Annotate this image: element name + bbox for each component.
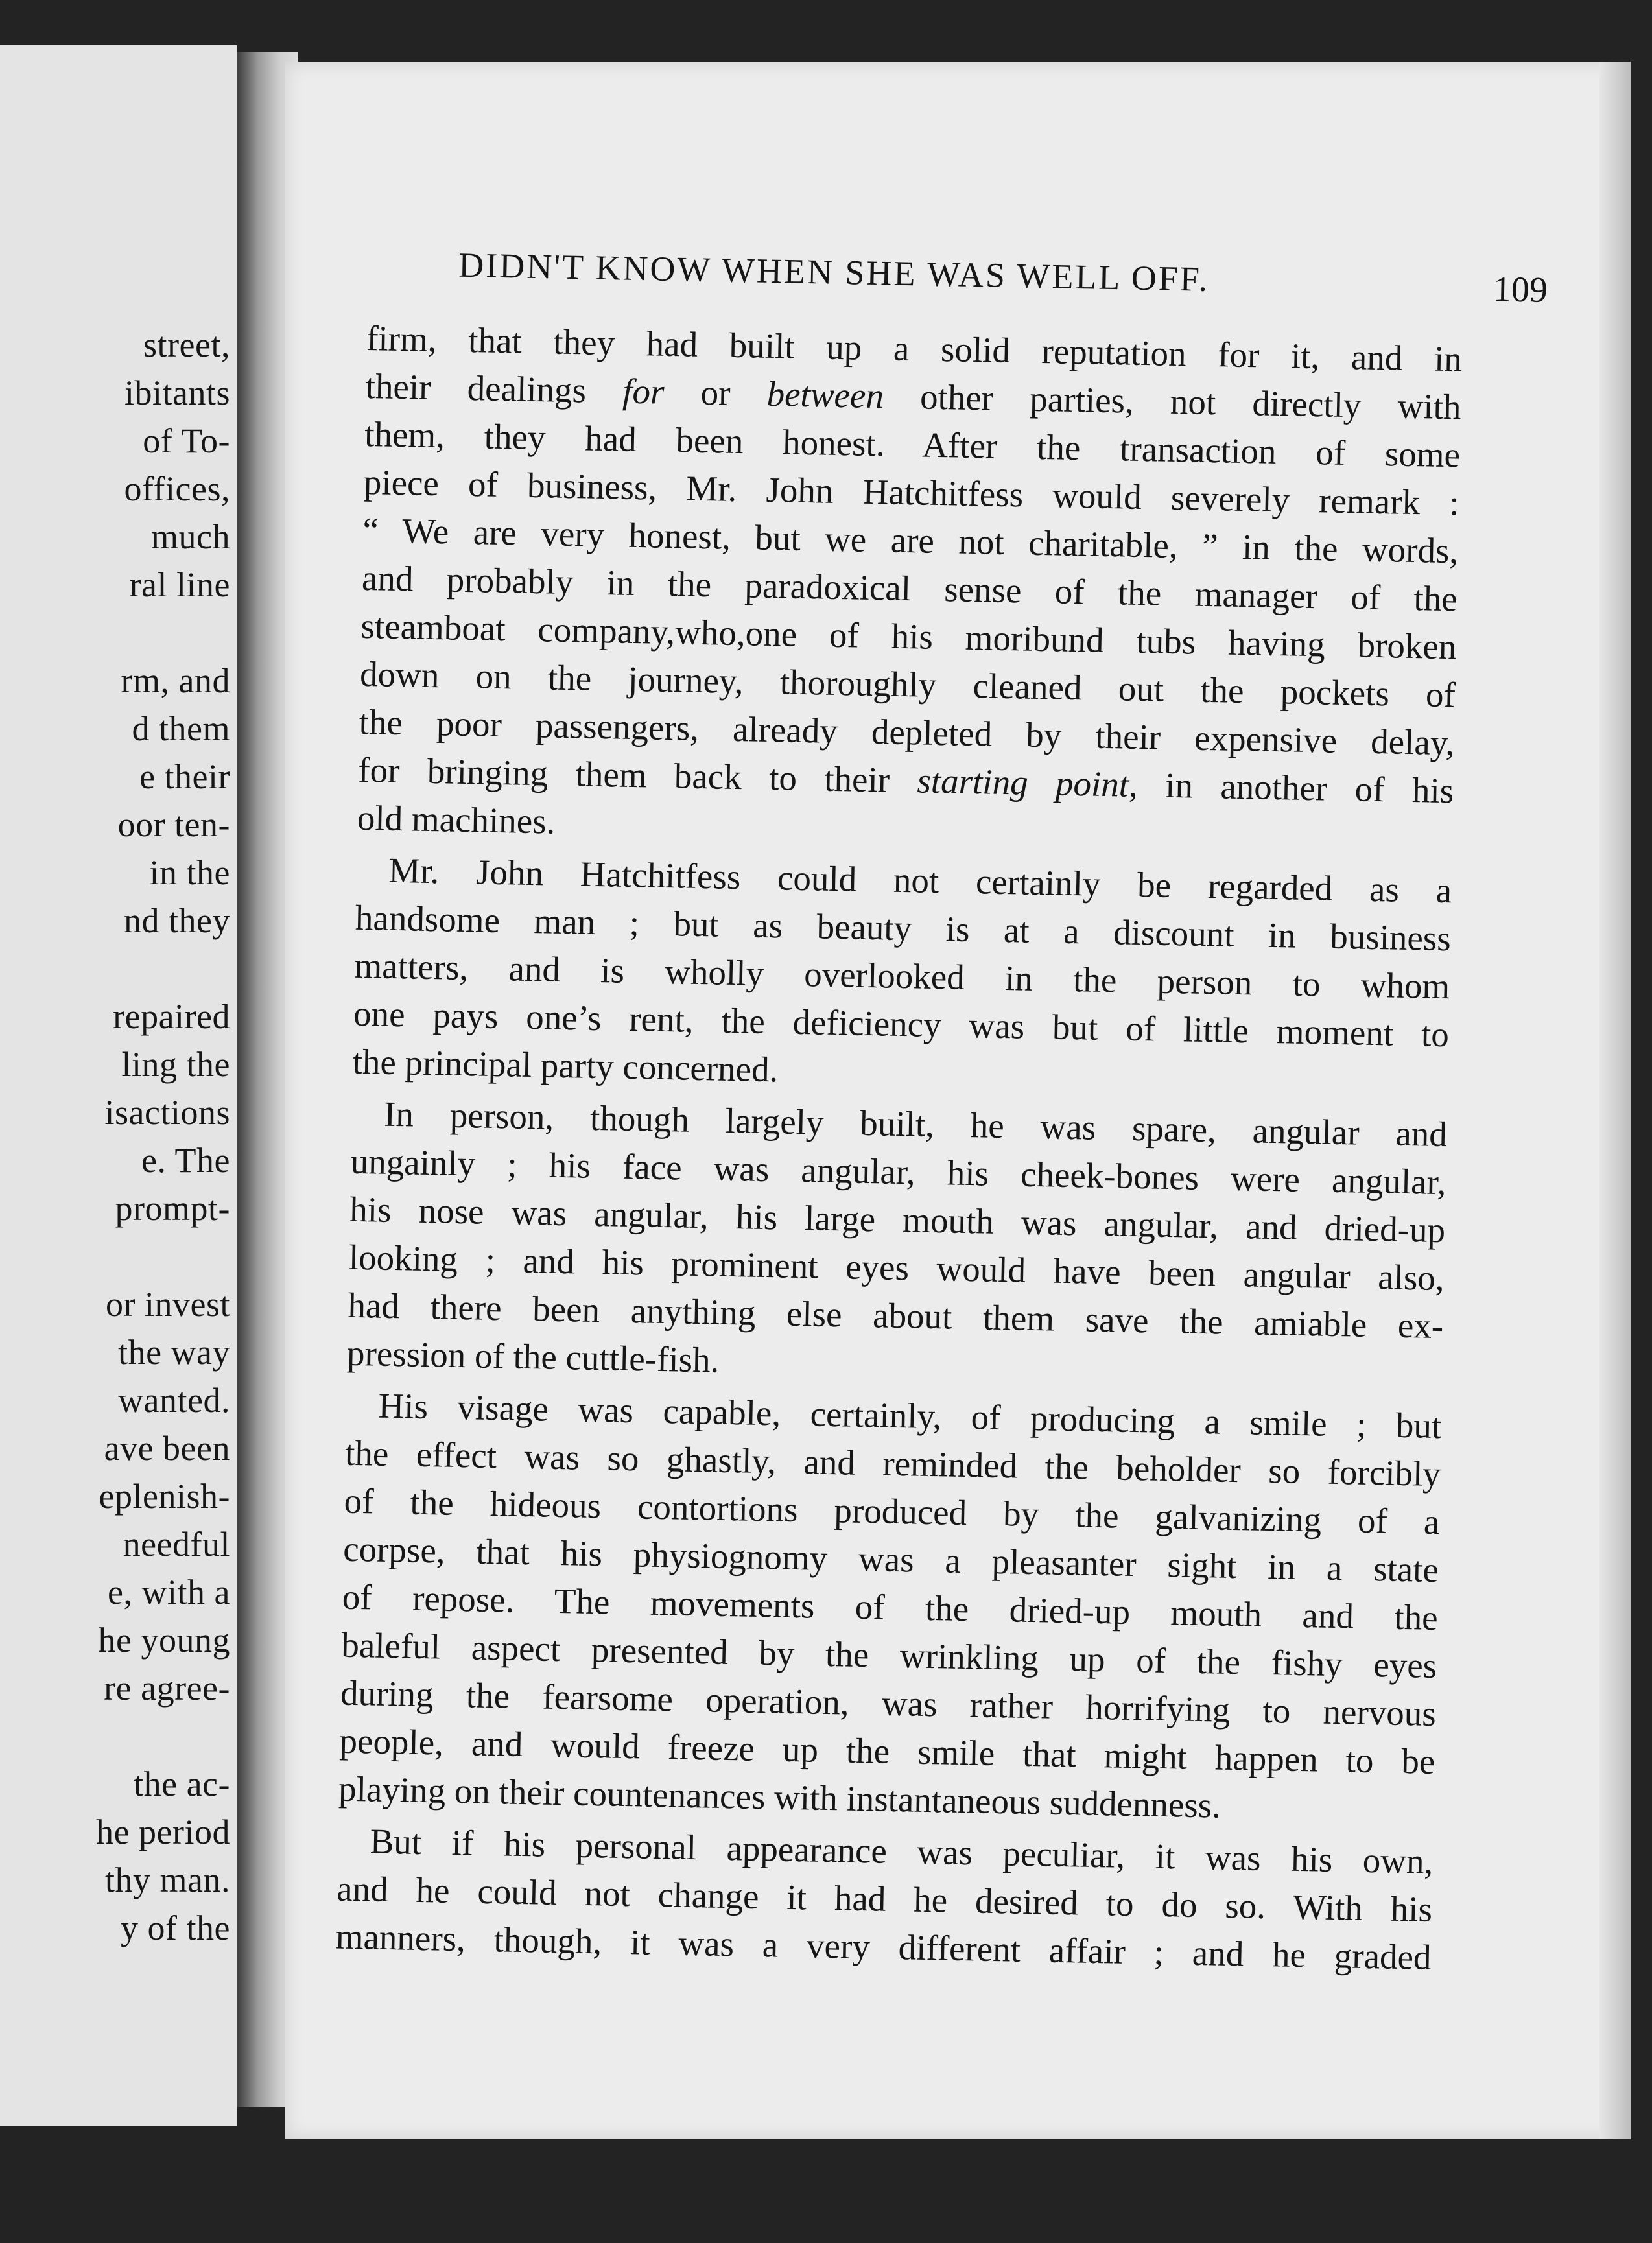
left-line-gap (0, 1712, 230, 1760)
text-line: manners, though, it was a very different affair ; and he graded (335, 1916, 1432, 1977)
left-line-gap (0, 945, 230, 992)
left-page-line: eplenish- (99, 1477, 230, 1516)
italic-run: between (766, 373, 884, 416)
text-line: old machines. (357, 797, 556, 841)
text-line: In person, though largely built, he was spare, angular and (383, 1094, 1448, 1155)
paragraph (335, 1817, 1434, 1982)
running-title: DIDN'T KNOW WHEN SHE WAS WELL OFF. (458, 245, 1210, 299)
text-line: ungainly ; his face was angular, his cheek-bones were angular, (350, 1141, 1447, 1203)
text-line: baleful aspect presented by the wrinkling up of the fishy eyes (340, 1625, 1437, 1686)
text-line: “ We are very honest, but we are not charitable, ” in the words, (362, 510, 1459, 571)
text-run: other parties, not directly with (883, 376, 1462, 427)
text-line: of repose. The movements of the dried-up mouth and the (342, 1577, 1439, 1638)
left-page-line: much (151, 517, 230, 556)
left-page-line: prompt- (115, 1189, 230, 1228)
left-page-line: repaired (113, 997, 230, 1036)
text-line: the effect was so ghastly, and reminded the beholder so forcibly (344, 1433, 1441, 1494)
left-page-line: he young (98, 1621, 230, 1660)
text-line: down on the journey, thoroughly cleaned out the pockets of (359, 653, 1456, 715)
text-line: But if his personal appearance was peculiar, it was his own, (370, 1821, 1434, 1881)
left-page-line: in the (149, 853, 230, 892)
left-page-text (0, 321, 230, 1952)
left-page-line: nd they (124, 901, 230, 940)
text-line: matters, and is wholly overlooked in the person to whom (354, 945, 1450, 1007)
text-line: his nose was angular, his large mouth was angular, and dried-up (349, 1189, 1446, 1251)
left-page-line: offices, (124, 469, 230, 508)
left-page-line: wanted. (118, 1381, 230, 1420)
text-run: for bringing them back to their (357, 749, 918, 801)
paragraph (338, 1381, 1442, 1834)
text-line: Mr. John Hatchitfess could not certainly be regarded as a (388, 850, 1452, 911)
left-page-line: rm, and (121, 661, 230, 700)
paragraph (352, 846, 1452, 1107)
left-page-line: e. The (141, 1141, 230, 1180)
text-line: of the hideous contortions produced by the galvanizing of a (344, 1481, 1441, 1542)
text-run: or (663, 371, 768, 414)
left-page-line: e their (139, 757, 230, 796)
paragraph (346, 1090, 1447, 1398)
right-page (285, 62, 1631, 2139)
left-page-line: he period (96, 1813, 230, 1851)
left-page-line: e, with a (108, 1573, 230, 1612)
left-page-line: ral line (129, 565, 230, 604)
text-line: them, they had been honest. After the transaction of some (364, 414, 1461, 475)
left-page-line: of To- (143, 421, 230, 460)
text-line: steamboat company,who,one of his moribund tubs having broken (360, 605, 1457, 667)
left-page-line: needful (123, 1525, 230, 1564)
left-line-gap (0, 1232, 230, 1280)
text-line: pression of the cuttle-fish. (346, 1333, 720, 1380)
left-page-line: re agree- (104, 1669, 230, 1708)
text-line: had there been anything else about them save the amiable ex- (347, 1285, 1444, 1346)
text-line: piece of business, Mr. John Hatchitfess would severely remark : (363, 462, 1460, 523)
page-edge (1599, 62, 1631, 2139)
text-run: , in another of his (1128, 764, 1454, 811)
text-line: corpse, that his physiognomy was a pleasanter sight in a state (342, 1529, 1439, 1590)
text-line: the poor passengers, already depleted by their expensive delay, (359, 701, 1456, 763)
text-run: their dealings (365, 366, 623, 411)
text-line: during the fearsome operation, was rather horrifying to nervous (340, 1673, 1437, 1734)
left-line-gap (0, 609, 230, 657)
left-page-line: the ac- (134, 1765, 230, 1803)
text-line: one pays one’s rent, the deficiency was but of little moment to (353, 993, 1450, 1055)
page-content (335, 243, 1548, 1986)
left-page-line: d them (132, 709, 230, 748)
left-page-line: or invest (106, 1285, 230, 1324)
left-page-line: the way (118, 1333, 230, 1372)
italic-run: for (622, 371, 665, 412)
text-line: looking ; and his prominent eyes would have been angular also, (348, 1237, 1445, 1298)
left-page-line: street, (143, 325, 230, 364)
left-page-line: y of the (121, 1908, 230, 1947)
left-page-line: ave been (104, 1429, 230, 1468)
left-page-line: thy man. (105, 1861, 230, 1899)
text-line: people, and would freeze up the smile that might happen to be (339, 1720, 1435, 1782)
text-line: the principal party concerned. (352, 1041, 779, 1090)
text-line: His visage was capable, certainly, of producing a smile ; but (377, 1385, 1442, 1446)
left-page-line: ling the (121, 1045, 230, 1084)
page-number: 109 (1493, 269, 1548, 311)
text-line: handsome man ; but as beauty is at a discount in business (355, 897, 1452, 959)
text-line: playing on their countenances with instantaneous suddenness. (338, 1768, 1221, 1826)
left-page-line: oor ten- (117, 805, 230, 844)
left-page-line: ibitants (124, 373, 230, 412)
text-line: and he could not change it had he desired to do so. With his (336, 1868, 1433, 1929)
left-page (0, 45, 237, 2126)
italic-run: starting point (916, 760, 1129, 804)
paragraph (357, 314, 1462, 863)
text-line: and probably in the paradoxical sense of the manager of the (361, 558, 1458, 619)
left-page-line: isactions (104, 1093, 230, 1132)
text-line: firm, that they had built up a solid reputation for it, and in (366, 318, 1463, 379)
